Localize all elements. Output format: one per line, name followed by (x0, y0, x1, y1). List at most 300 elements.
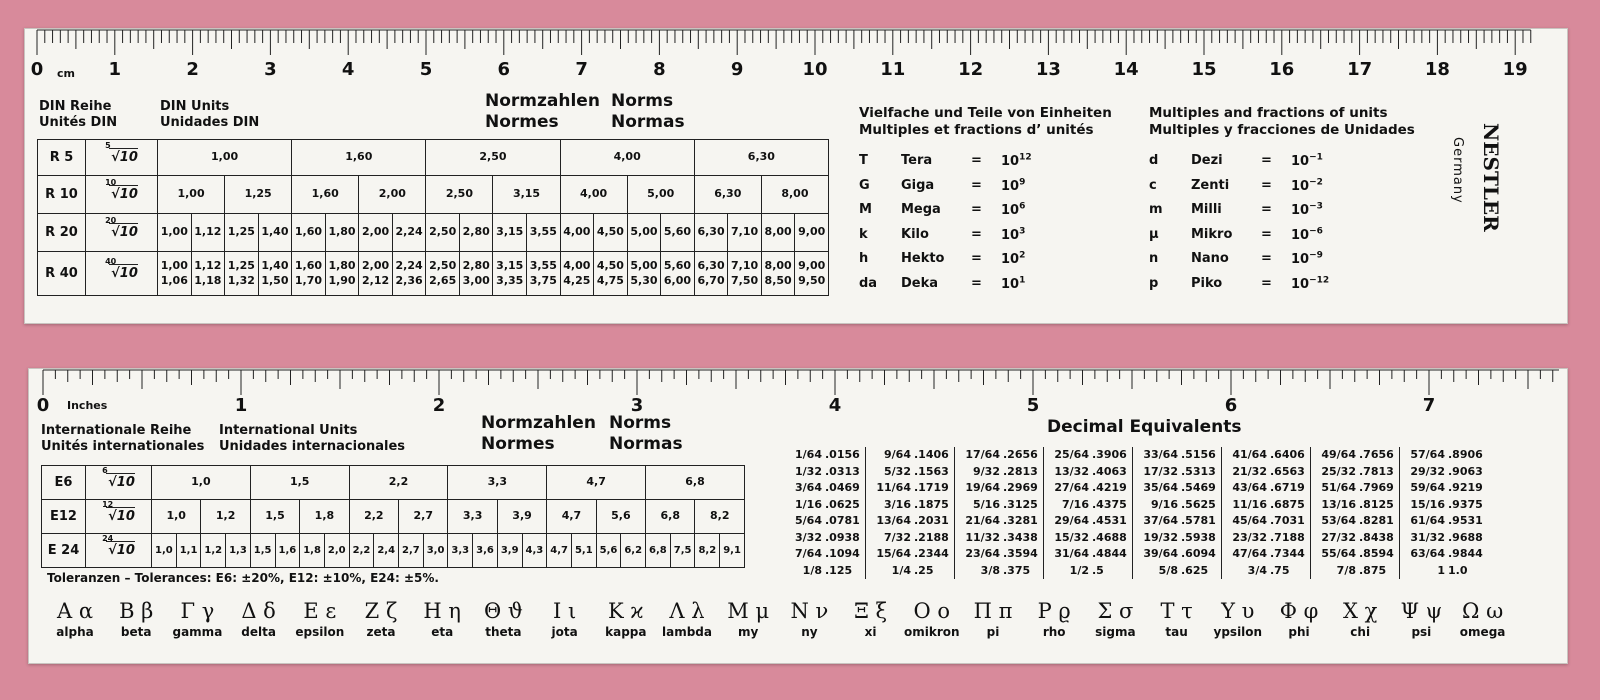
tolerances-note: Toleranzen – Tolerances: E6: ±20%, E12: ±10%, E24: ±5%. (47, 571, 439, 585)
series-root (86, 466, 152, 500)
greek-letter (1160, 601, 1192, 639)
greek-letter (172, 601, 222, 639)
decimal-value: .3125 (1003, 497, 1038, 511)
decimal-value: .625 (1181, 563, 1209, 577)
cm-number: 3 (264, 59, 277, 80)
norm-value: 5,00 (630, 258, 658, 272)
decimal-row (1048, 447, 1128, 464)
e-value: 1,2 (201, 500, 250, 534)
decimal-value: .4219 (1092, 481, 1127, 494)
norm-value: 2,50 (426, 176, 493, 214)
decimal-row (959, 447, 1039, 464)
decimal-value: .7344 (1270, 547, 1305, 560)
norms-line: Norms (609, 413, 672, 433)
multiples-title-line: Multiples et fractions d’ unités (859, 121, 1094, 138)
decimal-column (1399, 447, 1488, 579)
brand-logo: NESTLER (1479, 123, 1503, 232)
decimal-row (1048, 513, 1128, 530)
e-value: 3,9 (497, 534, 522, 568)
norms-label (611, 91, 685, 134)
cm-number: 16 (1269, 59, 1295, 80)
fraction: 1/2 (1069, 563, 1089, 577)
e-value: 2,2 (349, 534, 374, 568)
decimal-row (781, 480, 861, 497)
decimal-row (1137, 497, 1217, 514)
prefix-power: $10^9$ (1001, 177, 1026, 194)
cm-number: 4 (341, 59, 355, 80)
prefix-power: $10^1$ (1001, 275, 1026, 292)
norm-value-cell (392, 252, 426, 296)
cm-number: 15 (1191, 59, 1217, 80)
prefix-power: $10^{12}$ (1001, 153, 1032, 170)
greek-name: zeta (366, 625, 396, 639)
equals-sign: = (971, 226, 982, 242)
norm-value: 3,35 (496, 273, 524, 287)
fraction: 29/32 (1410, 464, 1445, 478)
greek-glyphs: Κ ϰ (608, 599, 644, 623)
prefix-symbol: m (1149, 202, 1163, 217)
fraction: 31/32 (1410, 530, 1445, 544)
decimal-value: .8438 (1359, 530, 1394, 544)
din-reihe-line: Unités DIN (39, 115, 118, 131)
prefix-name: Piko (1191, 275, 1223, 291)
decimal-row (1137, 480, 1217, 497)
fraction: 57/64 (1410, 448, 1445, 461)
norm-value: 6,70 (697, 273, 725, 287)
normzahlen-line: Normes (485, 112, 559, 133)
greek-name: eta (431, 625, 454, 639)
decimal-value: .5469 (1181, 481, 1216, 494)
inch-number: 7 (1422, 395, 1436, 416)
decimal-value: .9219 (1448, 481, 1483, 494)
series-root (86, 252, 158, 296)
decimal-value: .7969 (1359, 481, 1394, 494)
greek-name: gamma (172, 625, 223, 639)
fraction: 43/64 (1232, 481, 1267, 494)
decimal-value: .0938 (825, 530, 860, 544)
fraction: 3/64 (795, 481, 822, 494)
decimal-row (870, 464, 950, 481)
norms-line: Normas (609, 434, 683, 455)
inch-tick-marks (29, 369, 1567, 399)
greek-name: beta (120, 625, 152, 639)
norm-value-cell (459, 252, 493, 296)
greek-letter (605, 601, 646, 639)
norm-value: 1,60 (294, 258, 323, 272)
norm-value: 1,00 (158, 140, 292, 176)
fraction: 39/64 (1143, 547, 1178, 560)
e-value: 8,2 (695, 500, 745, 534)
series-root (86, 214, 158, 252)
decimal-row (1048, 530, 1128, 547)
decimal-value: .7031 (1270, 514, 1305, 527)
decimal-value: .4531 (1092, 514, 1127, 527)
norm-value: 4,00 (560, 140, 694, 176)
decimal-row (781, 497, 861, 514)
cm-number: 19 (1502, 59, 1528, 80)
prefix-power: $10^{-9}$ (1291, 251, 1323, 268)
greek-glyphs: Ω ω (1461, 599, 1504, 623)
greek-name: rho (1042, 625, 1066, 639)
fraction: 17/64 (965, 448, 1000, 461)
decimal-row (870, 546, 950, 563)
prefix-symbol: h (859, 251, 869, 266)
root-symbol: 6 √10 (102, 466, 135, 491)
greek-letter (241, 601, 276, 639)
norm-value-cell (325, 252, 359, 296)
cm-number: 13 (1035, 59, 1061, 80)
decimal-row (1315, 530, 1395, 547)
greek-letter (295, 601, 344, 639)
norm-value: 3,55 (529, 258, 557, 272)
decimal-value: .1406 (914, 448, 949, 461)
greek-glyphs: Β β (119, 599, 154, 623)
norm-value: 5,30 (630, 273, 658, 287)
e-row (42, 534, 745, 568)
cm-number: 14 (1113, 59, 1139, 80)
fraction: 41/64 (1232, 448, 1267, 461)
cm-number: 2 (186, 59, 199, 80)
greek-letter (365, 601, 398, 639)
decimal-value: .3438 (1003, 530, 1038, 544)
greek-name: kappa (605, 625, 647, 639)
normzahlen-line: Normes (481, 434, 555, 455)
din-units-line: DIN Units (160, 99, 230, 114)
equals-sign: = (1261, 177, 1272, 193)
series-label: E 24 (42, 534, 86, 568)
din-units-line: Unidades DIN (160, 115, 260, 131)
norm-value-cell (191, 252, 225, 296)
decimal-value: .7188 (1270, 530, 1305, 544)
decimal-value: .5625 (1181, 497, 1216, 511)
greek-glyphs: Μ μ (727, 599, 770, 623)
normzahlen-label (481, 413, 596, 456)
greek-glyphs: Τ τ (1160, 599, 1193, 623)
norm-value: 4,75 (596, 273, 624, 287)
fraction: 7/8 (1336, 563, 1356, 577)
fraction: 29/64 (1054, 514, 1089, 527)
e-value: 4,3 (522, 534, 547, 568)
norm-value: 5,60 (661, 214, 695, 252)
norm-value: 5,60 (663, 258, 692, 272)
norm-value: 4,00 (563, 258, 591, 272)
cm-number: 7 (575, 59, 588, 80)
e-value: 2,2 (349, 500, 398, 534)
decimal-value: .6875 (1270, 497, 1305, 511)
norm-value-cell (761, 252, 795, 296)
e-value: 9,1 (720, 534, 745, 568)
norm-value: 1,00 (158, 214, 192, 252)
din-reihe-label (39, 99, 117, 132)
greek-glyphs: Γ γ (180, 599, 215, 623)
root-index: 40 (105, 257, 117, 267)
decimal-row (870, 530, 950, 547)
inch-number: 6 (1224, 395, 1238, 416)
fraction: 1/8 (802, 563, 822, 577)
decimal-row (959, 546, 1039, 563)
greek-name: alpha (56, 625, 94, 639)
norm-value-cell (661, 252, 695, 296)
e-value: 6,8 (646, 500, 695, 534)
fraction: 35/64 (1143, 481, 1178, 494)
e-value: 1,3 (226, 534, 251, 568)
norm-value: 2,50 (426, 140, 560, 176)
prefix-symbol: G (859, 177, 870, 193)
greek-glyphs: Θ ϑ (483, 599, 523, 623)
fraction: 3/4 (1247, 563, 1267, 577)
norm-value: 1,70 (294, 273, 323, 287)
prefix-symbol: T (859, 153, 868, 168)
decimal-row (1048, 546, 1128, 563)
decimal-row (1404, 480, 1484, 497)
decimal-row (1137, 530, 1217, 547)
norm-value: 1,60 (292, 214, 326, 252)
greek-glyphs: Ο ο (913, 599, 951, 623)
prefix-power: $10^{-12}$ (1291, 275, 1330, 292)
decimal-row (959, 563, 1039, 580)
decimal-row (1404, 530, 1484, 547)
fraction: 33/64 (1143, 448, 1178, 461)
decimal-value: .2344 (914, 547, 949, 560)
prefix-power: $10^{-2}$ (1291, 177, 1323, 194)
greek-glyphs: Σ σ (1097, 599, 1134, 623)
greek-name: jota (551, 625, 578, 639)
radicand: 10 (116, 509, 135, 525)
greek-name: lambda (662, 625, 712, 639)
decimal-equivalents-title: Decimal Equivalents (1047, 417, 1242, 437)
greek-letter (1038, 601, 1071, 639)
fraction: 11/32 (965, 530, 1000, 544)
e-value: 1,0 (152, 500, 201, 534)
norm-value: 1,06 (160, 273, 188, 287)
fraction: 1/32 (795, 464, 822, 478)
decimal-value: .2813 (1003, 464, 1038, 478)
greek-glyphs: Δ δ (241, 599, 276, 623)
decimal-value: .25 (914, 563, 934, 577)
norm-value: 1,25 (227, 258, 255, 272)
inch-number: 3 (630, 395, 644, 416)
greek-glyphs: Ψ ψ (1400, 599, 1443, 623)
inch-number: 4 (828, 395, 842, 416)
decimal-value: .8906 (1448, 448, 1483, 461)
greek-letter (484, 601, 523, 639)
prefix-list-small (1149, 153, 1389, 303)
e-value: 5,6 (596, 500, 645, 534)
norm-value: 6,30 (694, 214, 728, 252)
decimal-row (959, 513, 1039, 530)
decimal-value: .0156 (825, 448, 860, 461)
cm-number: 11 (880, 59, 906, 80)
decimal-value: .5781 (1181, 514, 1216, 527)
decimal-row (1048, 480, 1128, 497)
cm-number: 0 (30, 59, 44, 80)
fraction: 17/32 (1143, 464, 1178, 478)
norm-value: 1,40 (261, 258, 289, 272)
norm-value: 1,12 (191, 214, 225, 252)
decimal-value: .2969 (1003, 481, 1038, 494)
decimal-row (1137, 447, 1217, 464)
multiples-title-en (1149, 105, 1415, 139)
e-value: 1,5 (250, 500, 299, 534)
decimal-row (870, 447, 950, 464)
root-index: 24 (102, 534, 114, 544)
din-reihe-line: DIN Reihe (39, 99, 112, 114)
norm-value-cell (292, 252, 326, 296)
equals-sign: = (971, 153, 982, 168)
norm-value: 2,36 (395, 273, 423, 287)
fraction: 11/64 (876, 481, 911, 494)
decimal-row (1315, 464, 1395, 481)
e-value: 4,7 (547, 500, 596, 534)
decimal-value: .375 (1003, 563, 1031, 577)
equals-sign: = (971, 202, 982, 217)
decimal-row (1226, 447, 1306, 464)
fraction: 1/16 (795, 497, 822, 511)
decimal-value: .75 (1270, 563, 1290, 577)
e-row (42, 466, 745, 500)
norm-value: 8,00 (761, 176, 828, 214)
decimal-row (1315, 447, 1395, 464)
decimal-value: .6406 (1270, 448, 1305, 461)
series-label: R 10 (38, 176, 86, 214)
decimal-row (1137, 464, 1217, 481)
norm-value: 2,24 (395, 258, 423, 272)
decimal-value: .9844 (1448, 547, 1483, 560)
series-root (86, 176, 158, 214)
norm-value: 8,00 (761, 214, 795, 252)
decimal-row (870, 513, 950, 530)
greek-glyphs: Α α (56, 599, 94, 623)
decimal-column (1221, 447, 1310, 579)
norm-value-cell (728, 252, 762, 296)
e-value: 6,8 (646, 466, 745, 500)
norm-value: 1,40 (258, 214, 292, 252)
din-units-label (160, 99, 259, 132)
decimal-row (1404, 513, 1484, 530)
greek-glyphs: Υ υ (1221, 599, 1255, 623)
decimal-value: .9688 (1448, 530, 1483, 544)
greek-glyphs: Ν ν (790, 599, 829, 623)
decimal-row (1404, 546, 1484, 563)
norm-value-cell (493, 252, 527, 296)
e-series-table (41, 465, 745, 568)
norm-value: 5,00 (627, 176, 694, 214)
norm-value-cell (258, 252, 292, 296)
fraction: 5/8 (1158, 563, 1178, 577)
greek-letter (1343, 601, 1377, 639)
greek-name: omikron (904, 625, 960, 639)
decimal-row (959, 497, 1039, 514)
prefix-symbol: p (1149, 275, 1159, 291)
norm-value: 9,00 (798, 258, 826, 272)
fraction: 15/64 (876, 547, 911, 560)
greek-name: omega (1459, 625, 1506, 639)
root-symbol: 5 √10 (105, 141, 138, 166)
greek-name: psi (1411, 625, 1432, 639)
e-value: 5,6 (596, 534, 621, 568)
norm-value: 4,50 (596, 258, 624, 272)
decimal-row (1315, 497, 1395, 514)
decimal-row (1315, 513, 1395, 530)
norm-value-cell (694, 252, 728, 296)
greek-name: my (738, 625, 759, 639)
decimal-value: .9063 (1448, 464, 1483, 478)
norm-value: 2,00 (361, 258, 390, 272)
decimal-value: .1719 (914, 481, 949, 494)
decimal-value: .4844 (1092, 547, 1127, 560)
fraction: 1/64 (795, 448, 822, 461)
cm-number: 8 (653, 59, 666, 80)
decimal-value: .2656 (1003, 448, 1038, 461)
prefix-name: Mikro (1191, 226, 1233, 242)
decimal-value: .7813 (1359, 464, 1394, 478)
inch-number: 0 (36, 395, 50, 416)
greek-name: xi (864, 625, 877, 639)
radicand: 10 (119, 225, 138, 241)
prefix-name: Kilo (901, 226, 929, 242)
fraction: 5/32 (884, 464, 911, 478)
prefix-name: Zenti (1191, 177, 1230, 193)
int-units-label (219, 423, 405, 456)
fraction: 21/32 (1232, 464, 1267, 478)
root-symbol: 10 √10 (105, 178, 138, 203)
cm-number: 6 (497, 59, 511, 80)
decimal-value: .3281 (1003, 514, 1038, 527)
norms-line: Norms (611, 91, 674, 111)
e-value: 4,7 (547, 534, 572, 568)
multiples-title-line: Vielfache und Teile von Einheiten (859, 105, 1112, 121)
greek-letter (1214, 601, 1263, 639)
fraction: 19/32 (1143, 530, 1178, 544)
decimal-row (959, 464, 1039, 481)
fraction: 51/64 (1321, 481, 1356, 494)
decimal-value: .5313 (1181, 464, 1216, 478)
greek-letter (551, 601, 577, 639)
fraction: 3/16 (884, 497, 911, 511)
norm-value: 2,24 (392, 214, 426, 252)
norm-value: 7,50 (731, 273, 759, 287)
series-root (86, 140, 158, 176)
norm-value: 6,30 (697, 258, 725, 272)
e-value: 1,5 (250, 466, 349, 500)
inch-unit-label: Inches (67, 399, 108, 412)
greek-letter (974, 601, 1013, 639)
fraction: 9/32 (973, 464, 1000, 478)
fraction: 37/64 (1143, 514, 1178, 527)
decimal-column (954, 447, 1043, 579)
decimal-value: .0313 (825, 464, 860, 478)
decimal-value: .3594 (1003, 547, 1038, 560)
norm-value: 2,80 (459, 214, 493, 252)
decimal-row (1404, 447, 1484, 464)
greek-letter (790, 601, 828, 639)
e-value: 1,8 (300, 534, 325, 568)
e-value: 1,0 (152, 466, 251, 500)
root-index: 6 (102, 466, 108, 476)
decimal-value: .4375 (1092, 497, 1127, 511)
norm-value: 4,00 (560, 176, 627, 214)
prefix-name: Mega (901, 202, 941, 217)
decimal-column (1132, 447, 1221, 579)
decimal-value: .5938 (1181, 530, 1216, 544)
e-value: 2,0 (324, 534, 349, 568)
cm-number: 9 (730, 59, 744, 80)
norm-value: 4,00 (560, 214, 594, 252)
decimal-row (1048, 464, 1128, 481)
decimal-row (1226, 563, 1306, 580)
fraction: 55/64 (1321, 547, 1356, 560)
decimal-row (1404, 497, 1484, 514)
